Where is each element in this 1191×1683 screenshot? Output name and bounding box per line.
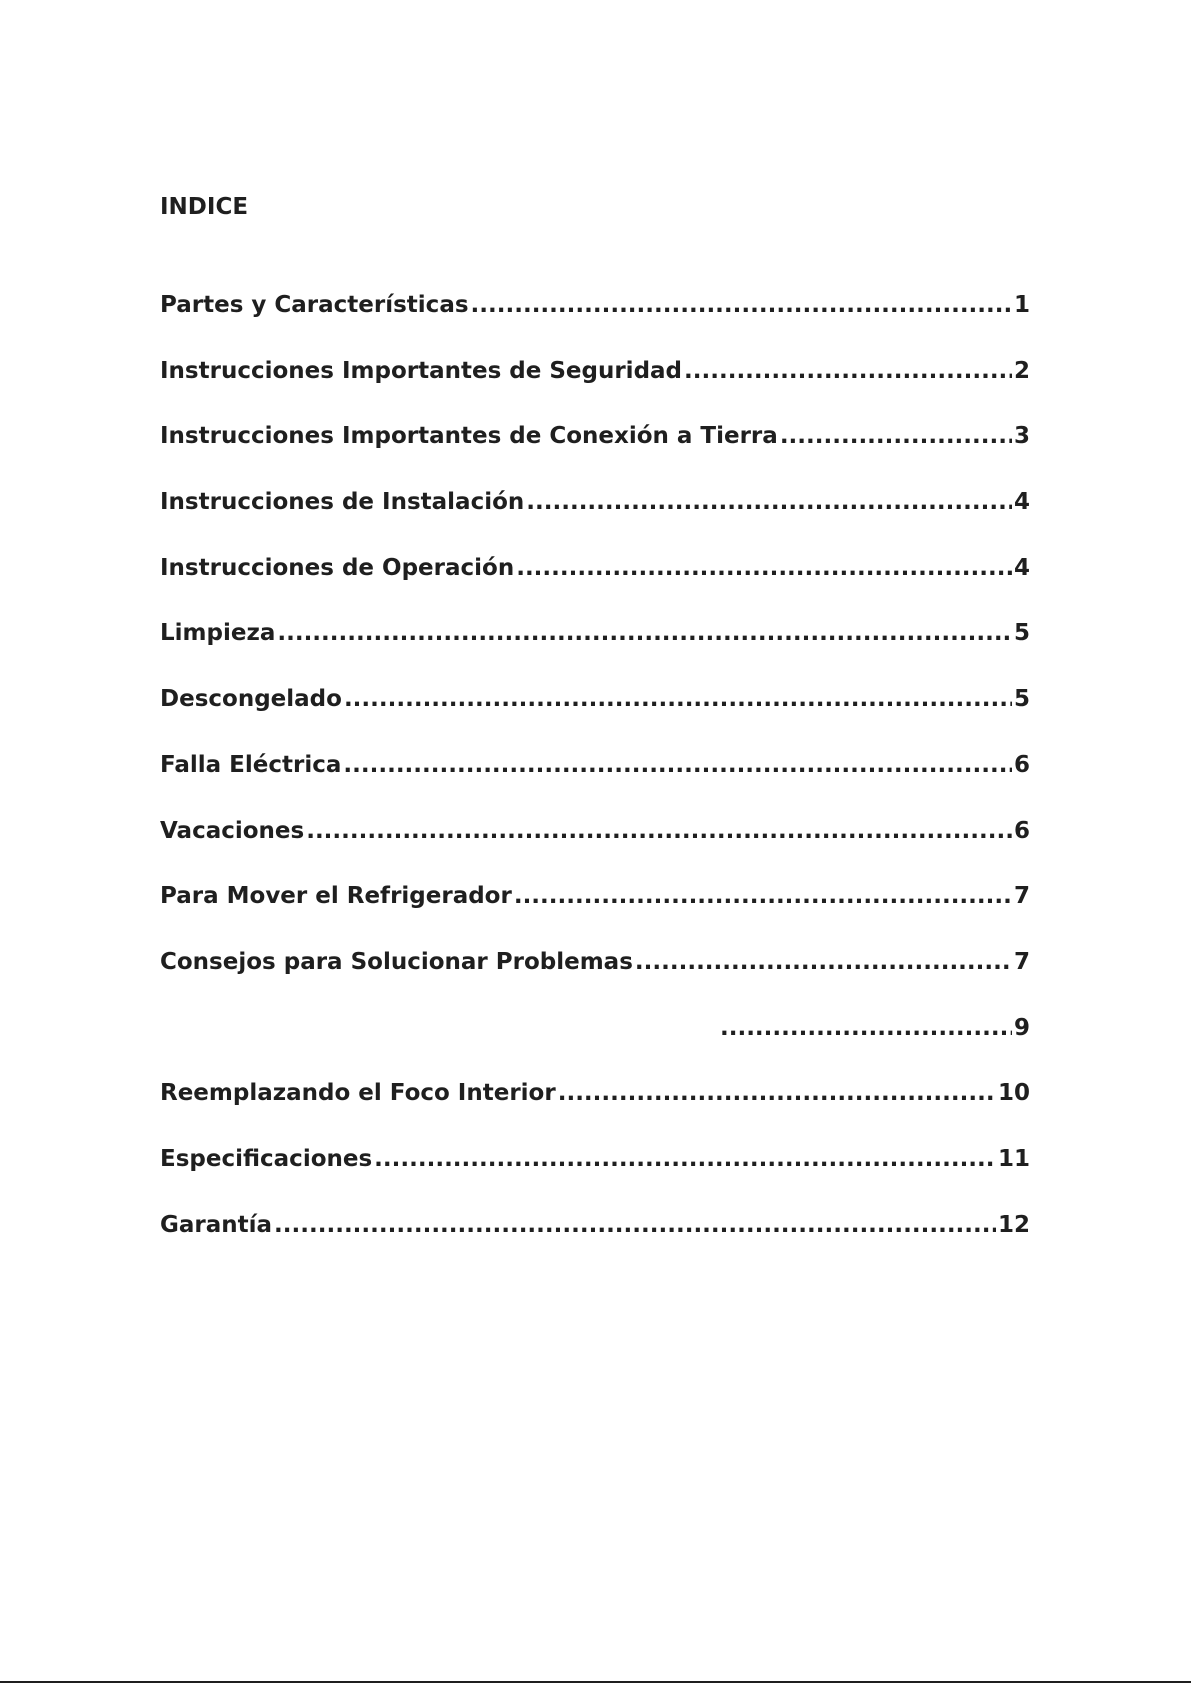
toc-entry: [160, 356, 1030, 422]
toc-entry-label: Falla Eléctrica: [160, 751, 342, 778]
toc-entry: [160, 881, 1030, 947]
toc-entry: [160, 947, 1030, 1013]
toc-entry: [160, 684, 1030, 750]
toc-entry-label: Instrucciones de Instalación: [160, 489, 525, 516]
toc-dot-leader: [344, 684, 1012, 714]
toc-dot-leader: [514, 881, 1012, 911]
toc-entry-label: Reemplazando el Foco Interior: [160, 1080, 556, 1107]
toc-dot-leader: [343, 750, 1012, 780]
toc-entry-label: Descongelado: [160, 686, 342, 713]
toc-entry-label: Instrucciones Importantes de Conexión a Tierra: [160, 423, 778, 450]
toc-entry-label: Especificaciones: [160, 1145, 373, 1172]
toc-dot-leader: [526, 487, 1012, 517]
toc-entry-label: Vacaciones: [160, 817, 305, 844]
toc-entry-page: 2: [1013, 357, 1030, 384]
toc-dot-leader: [374, 1144, 996, 1174]
toc-dot-leader: [720, 1013, 1012, 1043]
toc-entry-page: 10: [997, 1080, 1030, 1107]
toc-dot-leader: [471, 290, 1012, 320]
toc-dot-leader: [516, 553, 1012, 583]
toc-entry-page: 6: [1013, 817, 1030, 844]
table-of-contents: [160, 290, 1030, 1275]
toc-entry-page: 5: [1013, 686, 1030, 713]
toc-entry-label: Instrucciones Importantes de Seguridad: [160, 357, 683, 384]
toc-entry-page: 5: [1013, 620, 1030, 647]
toc-entry-page: 9: [1013, 1014, 1030, 1041]
toc-entry-page: 7: [1013, 883, 1030, 910]
toc-dot-leader: [277, 618, 1012, 648]
toc-entry-label: Para Mover el Refrigerador: [160, 883, 512, 910]
toc-entry: [160, 1078, 1030, 1144]
toc-entry-page: 6: [1013, 751, 1030, 778]
toc-dot-leader: [780, 421, 1012, 451]
toc-entry-page: 11: [997, 1145, 1030, 1172]
toc-entry-label: Consejos para Solucionar Problemas: [160, 948, 633, 975]
toc-dot-leader: [306, 816, 1012, 846]
toc-dot-leader: [635, 947, 1012, 977]
toc-entry-page: 1: [1013, 292, 1030, 318]
toc-entry-page: 4: [1013, 554, 1030, 581]
toc-entry: [160, 750, 1030, 816]
toc-entry-page: 12: [997, 1211, 1030, 1238]
toc-entry: [160, 487, 1030, 553]
toc-entry: [160, 618, 1030, 684]
toc-entry-page: 3: [1013, 423, 1030, 450]
toc-entry-page: 4: [1013, 489, 1030, 516]
toc-entry-label: Limpieza: [160, 620, 276, 647]
toc-entry-label: Garantía: [160, 1211, 273, 1238]
toc-dot-leader: [558, 1078, 996, 1108]
toc-entry: [160, 1144, 1030, 1210]
toc-entry-label: Partes y Características: [160, 292, 469, 318]
toc-entry: [160, 1013, 1030, 1079]
toc-entry: [160, 1210, 1030, 1276]
toc-entry: [160, 553, 1030, 619]
toc-entry-label: Instrucciones de Operación: [160, 554, 515, 581]
toc-entry: [160, 816, 1030, 882]
toc-entry-page: 7: [1013, 948, 1030, 975]
toc-entry: [160, 421, 1030, 487]
page-title: INDICE: [160, 194, 249, 220]
toc-dot-leader: [684, 356, 1012, 386]
toc-entry: [160, 290, 1030, 356]
toc-dot-leader: [274, 1210, 996, 1240]
